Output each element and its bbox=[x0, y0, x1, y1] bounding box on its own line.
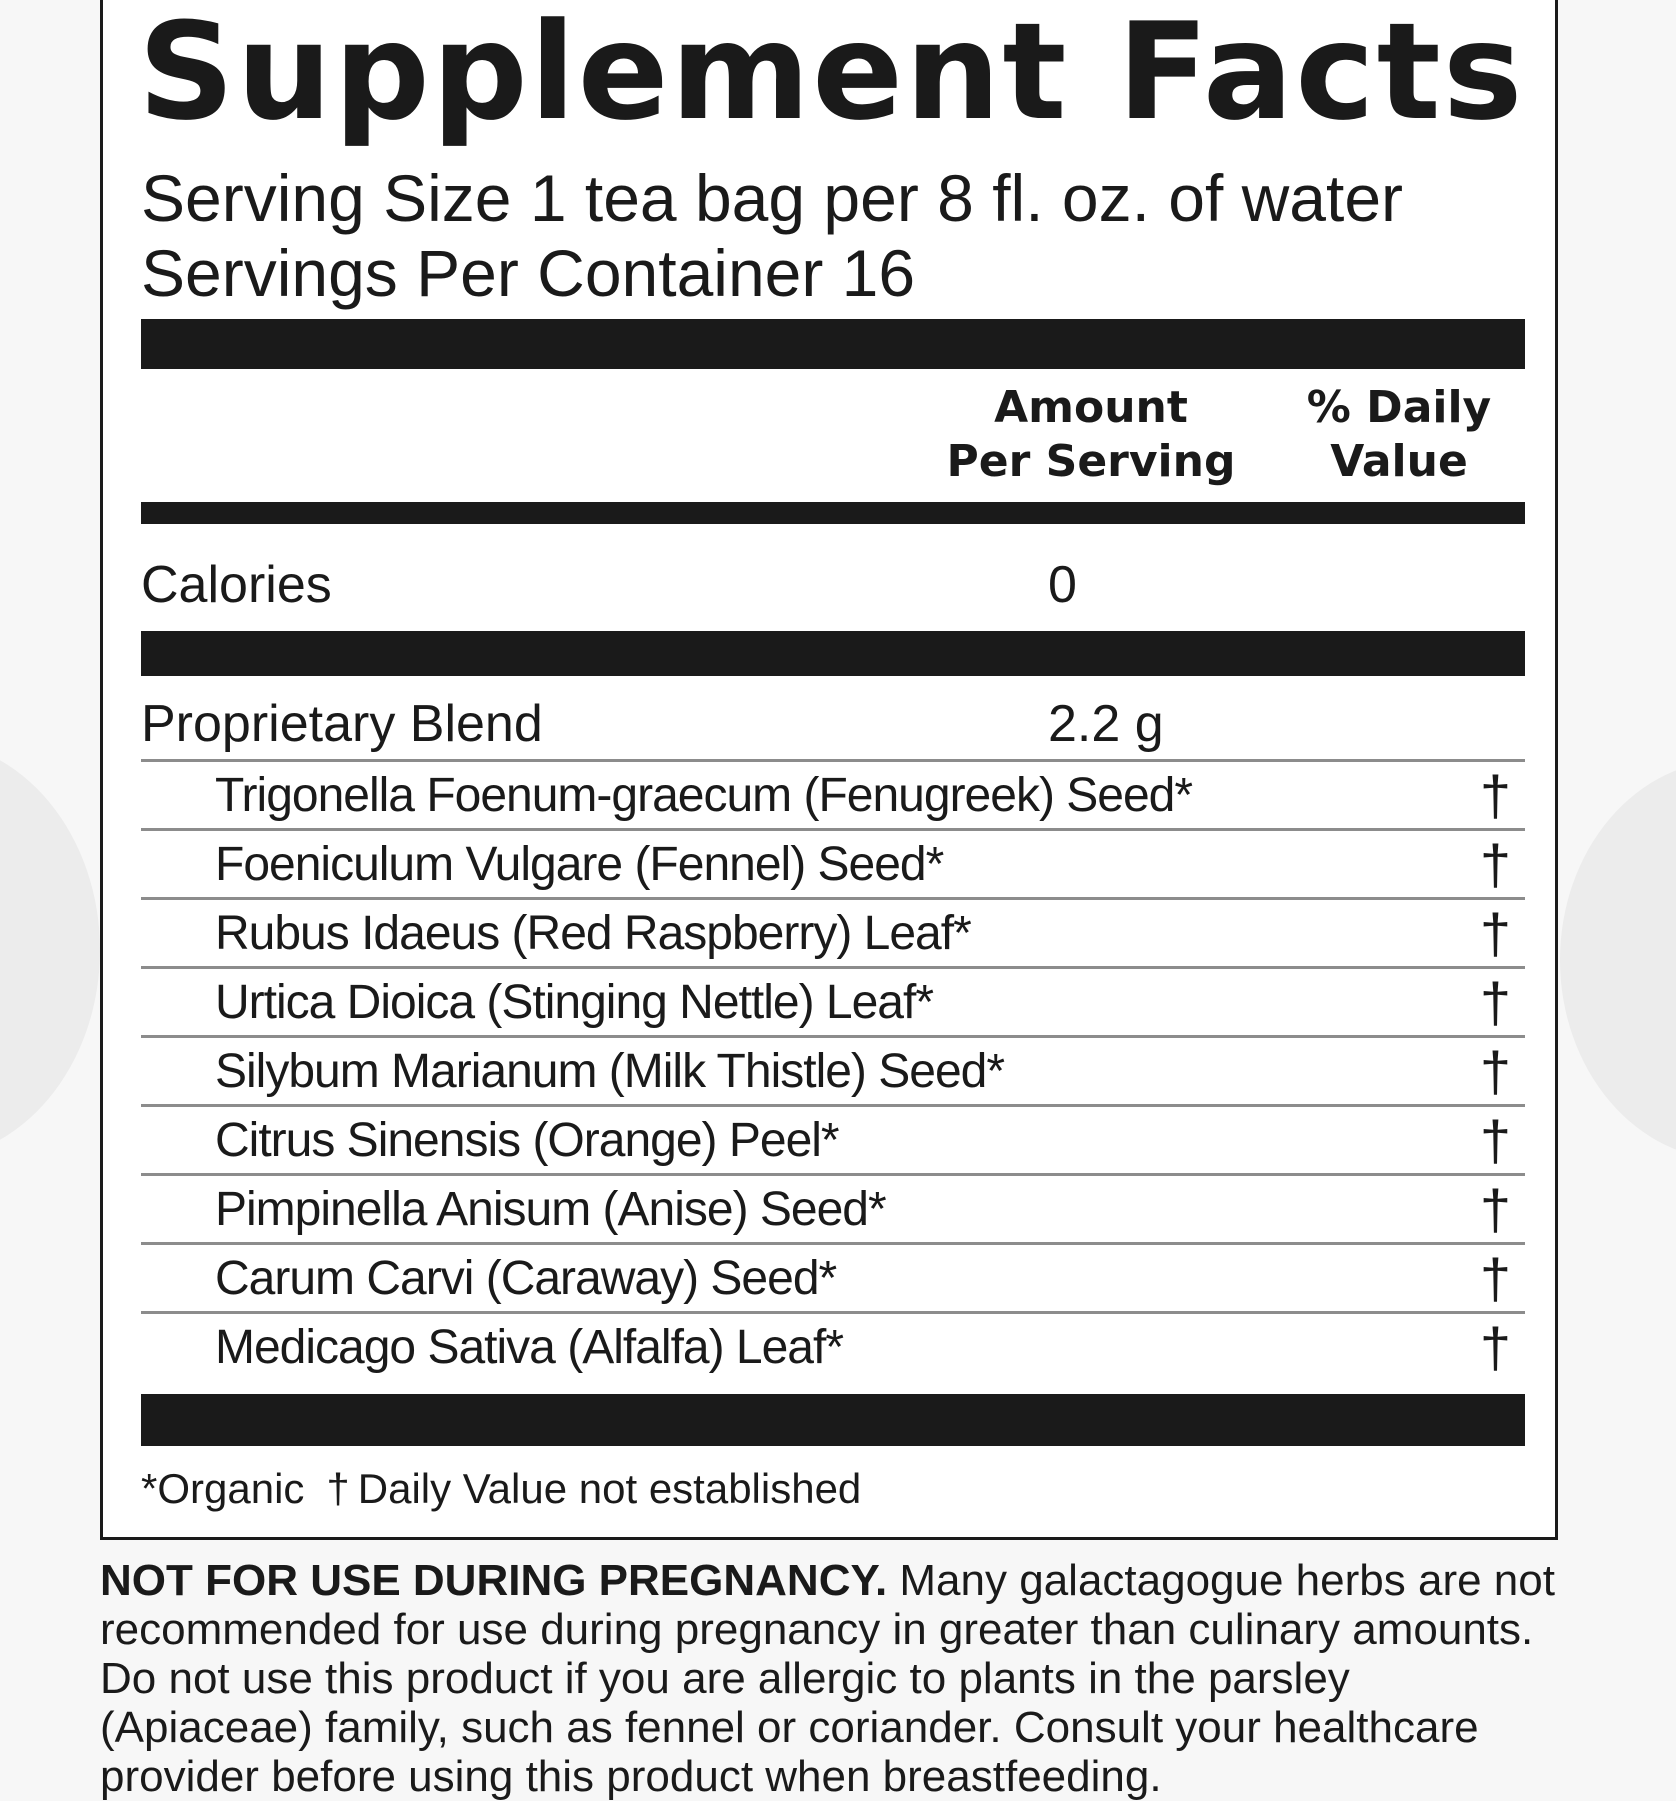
footnote-organic: *Organic bbox=[141, 1465, 305, 1512]
ingredient-name: Citrus Sinensis (Orange) Peel* bbox=[215, 1114, 839, 1167]
ingredient-name: Foeniculum Vulgare (Fennel) Seed* bbox=[215, 838, 944, 891]
ingredient-name: Trigonella Foenum-graecum (Fenugreek) Seed* bbox=[215, 769, 1193, 822]
pregnancy-warning bbox=[100, 1556, 1560, 1801]
ingredient-row bbox=[141, 1173, 1525, 1242]
amount-header-line1: Amount bbox=[994, 382, 1188, 433]
serving-size: Serving Size 1 tea bag per 8 fl. oz. of water bbox=[141, 161, 1404, 235]
ingredient-row bbox=[141, 1104, 1525, 1173]
amount-header-line2: Per Serving bbox=[946, 436, 1236, 487]
dagger-icon: † bbox=[1479, 902, 1511, 965]
dagger-icon: † bbox=[1479, 1247, 1511, 1310]
ingredient-row bbox=[141, 828, 1525, 897]
dv-header-line2: Value bbox=[1330, 436, 1468, 487]
ingredient-name: Urtica Dioica (Stinging Nettle) Leaf* bbox=[215, 976, 933, 1029]
dagger-icon: † bbox=[1479, 1178, 1511, 1241]
calories-label: Calories bbox=[141, 556, 332, 614]
background-shape-left bbox=[0, 740, 100, 1160]
dv-header-line1: % Daily bbox=[1306, 382, 1492, 433]
dagger-icon: † bbox=[1479, 1109, 1511, 1172]
dagger-icon: † bbox=[1479, 971, 1511, 1034]
dagger-icon: † bbox=[1479, 1040, 1511, 1103]
warning-text: Many galactagogue herbs are not recommended for use during pregnancy in greater than culinary amounts. Do not use this product if you are allergic to plants in the parsley (Apiaceae) family, such as fennel or coriander. Consult your healthcare provider before using this product when breastfeeding. bbox=[100, 1556, 1555, 1801]
footnote-dv-note: Daily Value not established bbox=[357, 1465, 862, 1512]
amount-per-serving-header bbox=[943, 381, 1239, 489]
divider-thick bbox=[141, 631, 1525, 676]
dagger-icon: † bbox=[1479, 764, 1511, 827]
divider-thick bbox=[141, 319, 1525, 369]
supplement-facts-panel bbox=[100, 0, 1558, 1540]
ingredient-name: Carum Carvi (Caraway) Seed* bbox=[215, 1252, 837, 1305]
background-shape-right bbox=[1560, 760, 1676, 1160]
dagger-icon: † bbox=[326, 1465, 350, 1512]
divider-medium bbox=[141, 502, 1525, 524]
ingredient-name: Rubus Idaeus (Red Raspberry) Leaf* bbox=[215, 907, 971, 960]
panel-title: Supplement Facts bbox=[138, 0, 1525, 150]
ingredient-name: Silybum Marianum (Milk Thistle) Seed* bbox=[215, 1045, 1005, 1098]
servings-per-container: Servings Per Container 16 bbox=[141, 236, 916, 310]
ingredient-name: Medicago Sativa (Alfalfa) Leaf* bbox=[215, 1321, 844, 1374]
divider-thick bbox=[141, 1394, 1525, 1446]
footnote bbox=[141, 1463, 861, 1515]
daily-value-header bbox=[1299, 381, 1499, 489]
proprietary-blend-value: 2.2 g bbox=[1048, 695, 1164, 753]
ingredient-name: Pimpinella Anisum (Anise) Seed* bbox=[215, 1183, 886, 1236]
dagger-icon: † bbox=[1479, 833, 1511, 896]
ingredient-row bbox=[141, 759, 1525, 828]
ingredient-row bbox=[141, 1035, 1525, 1104]
ingredient-row bbox=[141, 897, 1525, 966]
calories-value: 0 bbox=[1048, 556, 1077, 614]
dagger-icon: † bbox=[1479, 1316, 1511, 1379]
ingredient-row bbox=[141, 1311, 1525, 1380]
ingredient-row bbox=[141, 1242, 1525, 1311]
proprietary-blend-label: Proprietary Blend bbox=[141, 695, 543, 753]
ingredient-row bbox=[141, 966, 1525, 1035]
warning-heading: NOT FOR USE DURING PREGNANCY. bbox=[100, 1556, 888, 1605]
